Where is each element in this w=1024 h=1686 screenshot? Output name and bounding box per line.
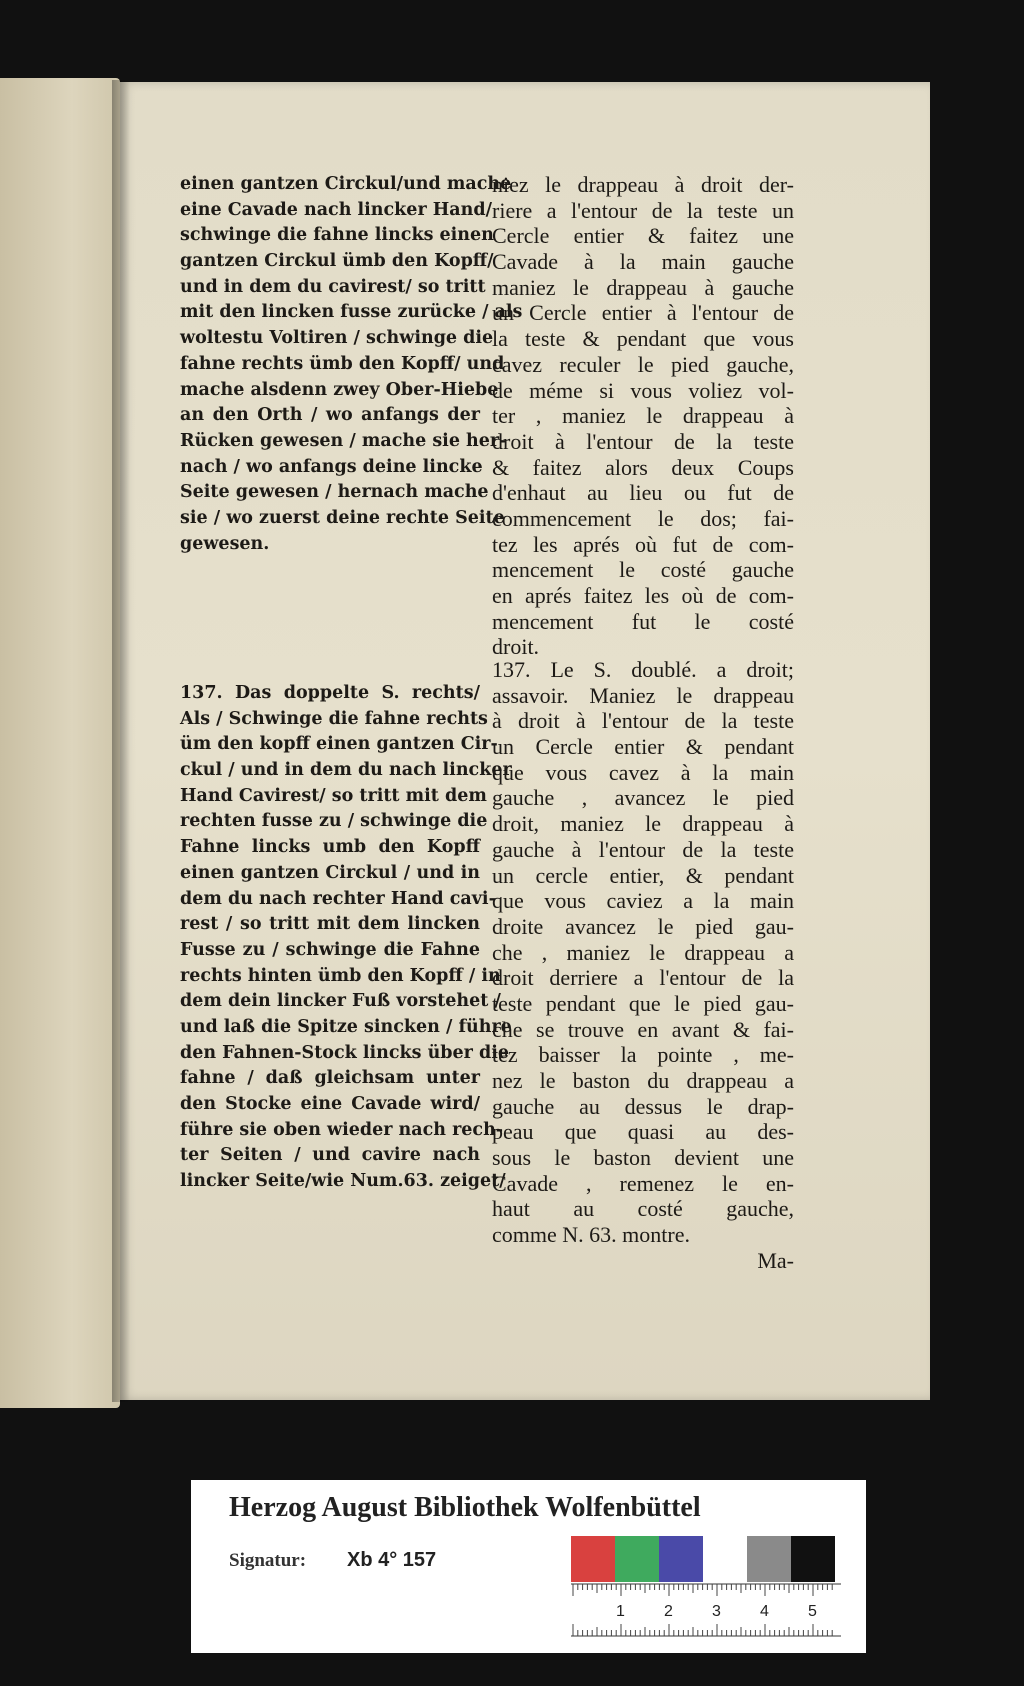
- text-line: gewesen.: [180, 533, 270, 554]
- text-line: droit derriere a l'entour de la: [492, 965, 794, 991]
- text-line: haut au costé gauche,: [492, 1196, 794, 1222]
- german-column-paragraph-1: [180, 172, 523, 557]
- facing-page-edge: [0, 78, 120, 1408]
- ruler-number: 2: [664, 1603, 673, 1620]
- text-line: ter Seiten / und cavire nach: [180, 1145, 480, 1166]
- color-calibration-strip: [571, 1536, 835, 1582]
- text-line: führe sie oben wieder nach rech-: [180, 1119, 504, 1140]
- text-line: gauche à l'entour de la teste: [492, 836, 794, 862]
- text-line: sie / wo zuerst deine rechte Seite: [180, 507, 505, 528]
- text-line: assavoir. Maniez le drappeau: [492, 682, 794, 708]
- text-line: tez les aprés où fut de com-: [492, 531, 794, 557]
- text-line: à droit à l'entour de la teste: [492, 708, 794, 734]
- text-line: den Fahnen-Stock lincks über die: [180, 1042, 509, 1063]
- text-line: sous le baston devient une: [492, 1145, 794, 1171]
- text-line: d'enhaut au lieu ou fut de: [492, 480, 794, 506]
- text-line: mencement fut le costé: [492, 608, 794, 634]
- text-line: che , maniez le drappeau a: [492, 939, 794, 965]
- catchword: Ma-: [757, 1247, 794, 1273]
- text-line: che se trouve en avant & fai-: [492, 1016, 794, 1042]
- text-line: den Stocke eine Cavade wird/: [180, 1094, 480, 1114]
- text-line: nez le baston du drappeau a: [492, 1068, 794, 1093]
- text-line: fahne / daß gleichsam unter: [180, 1068, 480, 1089]
- text-line: que vous cavez à la main: [492, 759, 794, 785]
- text-line: teste pendant que le pied gau-: [492, 990, 794, 1016]
- color-swatch: [615, 1536, 659, 1582]
- text-line: gauche , avancez le pied: [492, 785, 794, 811]
- text-line: dem dein lincker Fuß vorstehet /: [180, 991, 501, 1012]
- text-line: Cavade à la main gauche: [492, 249, 794, 275]
- text-line: rest / so tritt mit dem lincken: [180, 914, 480, 935]
- text-line: ckul / und in dem du nach lincker: [180, 760, 512, 781]
- text-line: commencement le dos; fai-: [492, 505, 794, 531]
- text-line: & faitez alors deux Coups: [492, 454, 794, 480]
- text-line: Fahne lincks umb den Kopff: [180, 837, 480, 858]
- text-line: eine Cavade nach lincker Hand/: [180, 199, 492, 220]
- gutter-shadow: [112, 80, 130, 1402]
- text-line: mencement le costé gauche: [492, 557, 794, 583]
- text-line: nach / wo anfangs deine lincke: [180, 456, 483, 477]
- text-line: en aprés faitez les où de com-: [492, 583, 794, 608]
- text-line: mache alsdenn zwey Ober-Hiebe: [180, 379, 499, 400]
- library-name: Herzog August Bibliothek Wolfenbüttel: [229, 1492, 701, 1523]
- signatur-label: Signatur:: [229, 1550, 307, 1571]
- ruler-number: 4: [760, 1603, 769, 1620]
- text-line: einen gantzen Circkul / und in: [180, 862, 480, 883]
- text-line: droit à l'entour de la teste: [492, 428, 794, 454]
- text-line: gantzen Circkul ümb den Kopff/: [180, 251, 494, 272]
- text-line: lincker Seite/wie Num.63. zeiget/: [180, 1171, 506, 1192]
- text-line: droite avancez le pied gau-: [492, 913, 794, 939]
- color-swatch: [747, 1536, 791, 1582]
- text-line: 137. Das doppelte S. rechts/: [180, 683, 480, 703]
- color-swatch: [703, 1536, 747, 1582]
- text-line: schwinge die fahne lincks einen: [180, 225, 494, 246]
- text-line: 137. Le S. doublé. a droit;: [492, 657, 794, 682]
- text-line: Cavade , remenez le en-: [492, 1170, 794, 1196]
- text-line: comme N. 63. montre.: [492, 1222, 690, 1248]
- text-line: droit.: [492, 634, 540, 660]
- text-line: un cercle entier, & pendant: [492, 862, 794, 888]
- ruler-number: 5: [808, 1603, 817, 1620]
- text-line: Hand Cavirest/ so tritt mit dem: [180, 785, 487, 806]
- german-column-paragraph-2: [180, 681, 512, 1195]
- text-line: Als / Schwinge die fahne rechts: [180, 708, 488, 729]
- color-swatch: [571, 1536, 615, 1582]
- text-line: und in dem du cavirest/ so tritt: [180, 276, 486, 297]
- color-swatch: [659, 1536, 703, 1582]
- text-line: rechten fusse zu / schwinge die: [180, 811, 488, 832]
- text-line: niez le drappeau à droit der-: [492, 172, 794, 197]
- text-line: woltestu Voltiren / schwinge die: [180, 328, 494, 349]
- text-line: rechts hinten ümb den Kopff / in: [180, 965, 501, 986]
- text-line: und laß die Spitze sincken / führe: [180, 1016, 512, 1037]
- text-line: la teste & pendant que vous: [492, 326, 794, 352]
- text-line: einen gantzen Circkul/und mache: [180, 174, 512, 194]
- text-line: ter , maniez le drappeau à: [492, 403, 794, 429]
- text-line: mit den lincken fusse zurücke / als: [180, 302, 523, 323]
- text-line: dem du nach rechter Hand cavi-: [180, 888, 496, 909]
- text-line: Seite gewesen / hernach mache: [180, 482, 489, 503]
- text-line: un Cercle entier à l'entour de: [492, 300, 794, 326]
- library-label-card: [191, 1480, 866, 1653]
- text-line: maniez le drappeau à gauche: [492, 274, 794, 300]
- text-line: üm den kopff einen gantzen Cir-: [180, 734, 498, 755]
- text-line: tez baisser la pointe , me-: [492, 1042, 794, 1068]
- text-line: un Cercle entier & pendant: [492, 734, 794, 760]
- text-line: que vous caviez a la main: [492, 888, 794, 914]
- ruler-number: 1: [616, 1603, 625, 1620]
- text-line: droit, maniez le drappeau à: [492, 811, 794, 837]
- text-line: gauche au dessus le drap-: [492, 1093, 794, 1119]
- color-swatch: [791, 1536, 835, 1582]
- measurement-ruler: [571, 1582, 841, 1638]
- ruler-number: 3: [712, 1603, 721, 1620]
- text-line: de méme si vous voliez vol-: [492, 377, 794, 403]
- text-line: peau que quasi au des-: [492, 1119, 794, 1145]
- text-line: an den Orth / wo anfangs der: [180, 405, 480, 426]
- signatur-value: Xb 4° 157: [347, 1549, 437, 1571]
- text-line: fahne rechts ümb den Kopff/ und: [180, 353, 505, 374]
- text-line: Rücken gewesen / mache sie her-: [180, 430, 507, 451]
- text-line: Cercle entier & faitez une: [492, 223, 794, 249]
- text-line: Fusse zu / schwinge die Fahne: [180, 939, 480, 960]
- text-line: riere a l'entour de la teste un: [492, 197, 794, 223]
- text-line: cavez reculer le pied gauche,: [492, 351, 794, 377]
- french-column-paragraph-1: [492, 172, 794, 660]
- french-column-paragraph-2: [492, 657, 794, 1274]
